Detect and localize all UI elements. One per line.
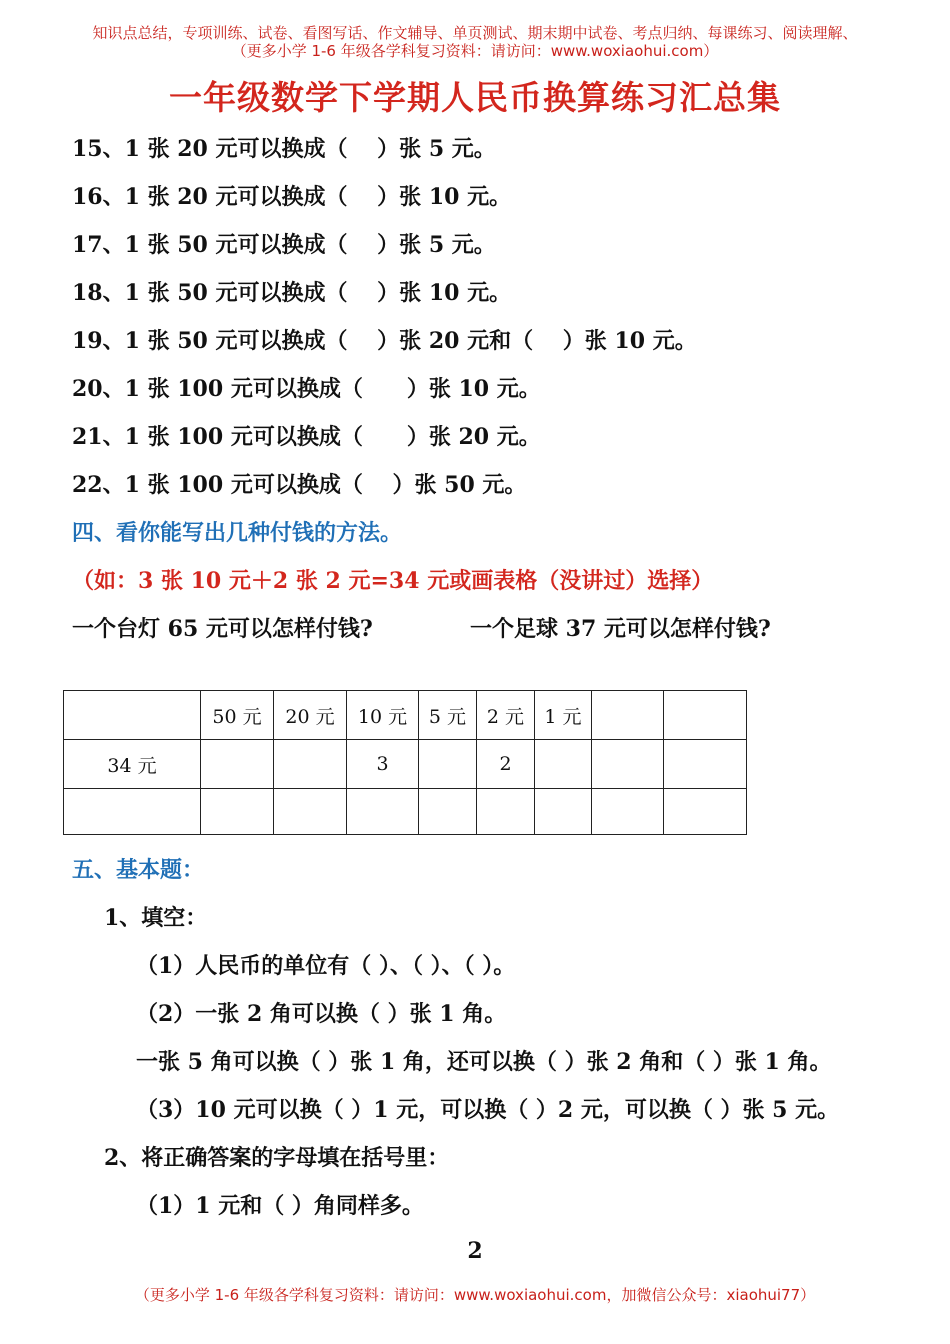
table-cell — [64, 789, 201, 835]
question-16: 16、1 张 20 元可以换成（ ）张 10 元。 — [72, 184, 512, 210]
header-line-2: （更多小学 1-6 年级各学科复习资料：请访问：www.woxiaohui.com） — [231, 42, 719, 60]
table-cell: 5 元 — [419, 691, 477, 740]
question-21: 21、1 张 100 元可以换成（ ）张 20 元。 — [72, 424, 541, 450]
footer: （更多小学 1-6 年级各学科复习资料：请访问：www.woxiaohui.com，加微信公众号：xiaohui77） — [134, 1286, 816, 1304]
table-header-row — [64, 691, 747, 740]
fill-blank-2: （2）一张 2 角可以换（ ）张 1 角。 — [136, 1001, 507, 1027]
table-cell — [64, 691, 201, 740]
table-cell: 34 元 — [64, 740, 201, 789]
table-cell — [592, 740, 664, 789]
choice-1: （1）1 元和（ ）角同样多。 — [136, 1193, 424, 1219]
question-19: 19、1 张 50 元可以换成（ ）张 20 元和（ ）张 10 元。 — [72, 328, 697, 354]
fill-blank-title: 1、填空： — [104, 905, 208, 931]
table-cell — [419, 740, 477, 789]
question-22: 22、1 张 100 元可以换成（ ）张 50 元。 — [72, 472, 527, 498]
table-cell — [274, 740, 347, 789]
table-cell — [535, 740, 592, 789]
table-cell — [201, 740, 274, 789]
table-cell: 3 — [347, 740, 419, 789]
question-17: 17、1 张 50 元可以换成（ ）张 5 元。 — [72, 232, 496, 258]
table-cell — [419, 789, 477, 835]
page-title: 一年级数学下学期人民币换算练习汇总集 — [169, 78, 781, 117]
prompt-lamp: 一个台灯 65 元可以怎样付钱? — [72, 616, 373, 642]
header-line-1: 知识点总结，专项训练、试卷、看图写话、作文辅导、单页测试、期末期中试卷、考点归纳、每课练习、阅读理解、 — [92, 24, 858, 42]
choice-title: 2、将正确答案的字母填在括号里： — [104, 1145, 450, 1171]
section-5-heading: 五、基本题： — [72, 857, 205, 883]
fill-blank-3: （3）10 元可以换（ ）1 元，可以换（ ）2 元，可以换（ ）张 5 元。 — [136, 1097, 840, 1123]
question-18: 18、1 张 50 元可以换成（ ）张 10 元。 — [72, 280, 512, 306]
table-cell — [274, 789, 347, 835]
table-cell — [535, 789, 592, 835]
table-cell: 2 — [477, 740, 535, 789]
table-row — [64, 789, 747, 835]
table-cell: 20 元 — [274, 691, 347, 740]
table-cell — [201, 789, 274, 835]
question-20: 20、1 张 100 元可以换成（ ）张 10 元。 — [72, 376, 541, 402]
table-cell — [664, 789, 747, 835]
table-cell: 1 元 — [535, 691, 592, 740]
table-cell — [664, 691, 747, 740]
table-cell — [477, 789, 535, 835]
section-4-heading: 四、看你能写出几种付钱的方法。 — [72, 520, 403, 546]
table-row — [64, 740, 747, 789]
table-cell — [592, 691, 664, 740]
table-cell: 50 元 — [201, 691, 274, 740]
question-15: 15、1 张 20 元可以换成（ ）张 5 元。 — [72, 136, 496, 162]
section-4-example: （如：3 张 10 元＋2 张 2 元=34 元或画表格（没讲过）选择） — [72, 568, 714, 594]
fill-blank-2b: 一张 5 角可以换（ ）张 1 角，还可以换（ ）张 2 角和（ ）张 1 角。 — [136, 1049, 832, 1075]
fill-blank-1: （1）人民币的单位有（ ）、（ ）、（ ）。 — [136, 953, 516, 979]
payment-table — [63, 690, 747, 835]
table-cell — [664, 740, 747, 789]
table-cell: 2 元 — [477, 691, 535, 740]
table-cell — [592, 789, 664, 835]
page-number: 2 — [467, 1238, 483, 1264]
prompt-football: 一个足球 37 元可以怎样付钱? — [470, 616, 771, 642]
table-cell: 10 元 — [347, 691, 419, 740]
table-cell — [347, 789, 419, 835]
